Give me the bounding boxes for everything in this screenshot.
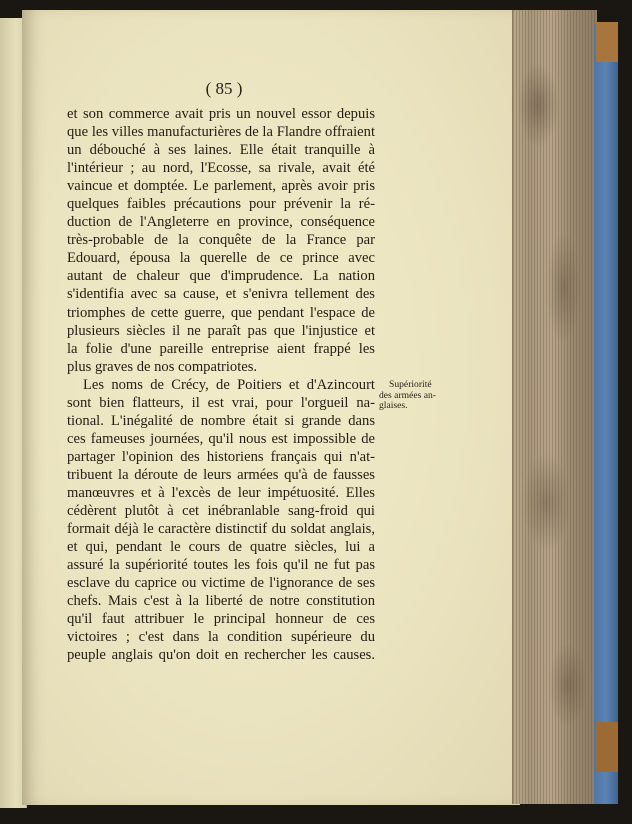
margin-note-line: glaises. [379,400,408,411]
text-line: tribuent la déroute de leurs armées qu'à de fausses [67,466,375,483]
cover-corner-bottom [596,722,618,772]
text-line: partager l'opinion des historiens français qui n'at- [67,448,375,465]
text-line: s'identifia avec sa cause, et s'enivra tellement des [67,286,375,303]
marbled-edge [513,10,597,804]
text-line: très-probable de la conquête de la France par [67,232,375,249]
text-line: vaincue et domptée. Le parlement, après avoir pris [67,178,375,195]
text-line: quelques faibles précautions pour prévenir la ré- [67,196,375,213]
text-line: Les noms de Crécy, de Poitiers et d'Azincourt [83,376,375,393]
text-line: tional. L'inégalité de nombre était si grande dans [67,412,375,429]
text-line: esclave du caprice ou victime de l'ignorance de ses [67,575,375,592]
margin-note-line: Supériorité [389,379,432,390]
text-line: l'intérieur ; au nord, l'Ecosse, sa rivale, avait été [67,160,375,177]
text-line: victoires ; c'est dans la condition supérieure du [67,629,375,646]
text-line: la folie d'une pareille entreprise aient frappé les [67,340,375,357]
margin-note [379,380,449,412]
text-line: et son commerce avait pris un nouvel essor depuis [67,106,375,122]
text-line: peuple anglais qu'on doit en rechercher les causes. [67,647,375,664]
text-line: que les villes manufacturières de la Flandre offraient [67,124,375,141]
text-line: plus graves de nos compatriotes. [67,358,258,375]
page-block-edge [512,10,597,804]
text-line: ces fameuses journées, qu'il nous est impossible de [67,430,375,447]
text-line: et qui, pendant le cours de quatre siècles, lui a [67,539,375,556]
text-line: chefs. Mais c'est à la liberté de notre constitution [67,593,375,610]
text-line: triomphes de cette guerre, que pendant l'espace de [67,304,375,321]
text-line: un débouché à ses laines. Elle était tranquille à [67,142,375,159]
text-line: duction de l'Angleterre en province, conséquence [67,214,375,231]
text-line: Edouard, épousa la querelle de ce prince avec [67,250,375,267]
text-line: assuré la supériorité toutes les fois qu'il ne fut pas [67,557,375,574]
text-line: sont bien flatteurs, il est vrai, pour l'orgueil na- [67,394,375,411]
margin-note-line: des armées an- [379,389,437,401]
text-line: qu'il faut attribuer le principal honneur de ces [67,611,375,628]
cover-corner-top [596,22,618,62]
text-line: manœuvres et à l'excès de leur impétuosité. Elles [67,484,375,501]
book-cover [594,24,618,804]
text-line: formait déjà le caractère distinctif du soldat anglais, [67,521,375,538]
body-text [67,105,375,664]
page-number: ( 85 ) [205,79,243,98]
text-line: plusieurs siècles il ne paraît pas que l'injustice et [67,322,375,339]
text-line: autant de chaleur que d'imprudence. La nation [67,268,375,285]
text-line: cédèrent plutôt à cet inébranlable sang-froid qui [67,503,375,520]
